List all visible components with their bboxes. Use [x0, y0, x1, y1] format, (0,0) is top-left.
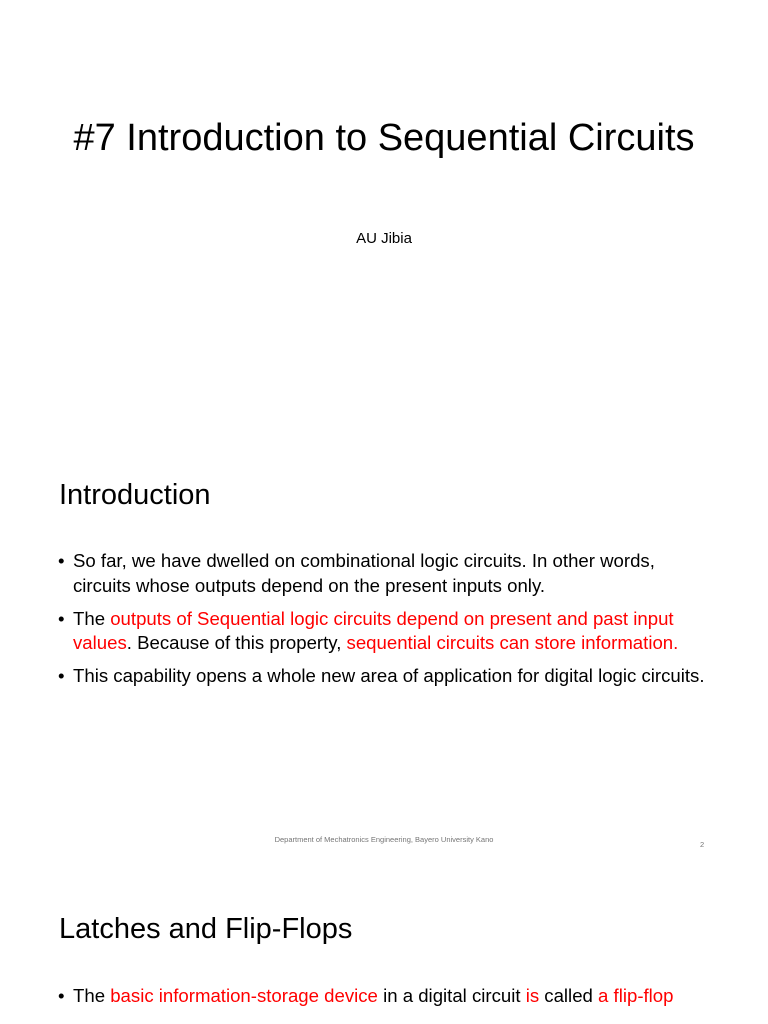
- highlighted-text: sequential circuits can store information.: [346, 632, 679, 653]
- bullet-icon: •: [58, 985, 65, 1006]
- highlighted-text: is: [525, 985, 540, 1006]
- bullet-text: The: [73, 607, 111, 629]
- slide-heading: Latches and Flip-Flops: [59, 913, 353, 945]
- bullet-item: [58, 984, 708, 1009]
- bullet-item: [58, 664, 708, 689]
- bullet-text: . Because of this property,: [126, 632, 347, 653]
- latches-slide: [0, 864, 768, 1024]
- introduction-slide: [0, 432, 768, 864]
- bullet-item: [58, 607, 708, 656]
- bullet-text: called: [539, 985, 599, 1006]
- bullet-icon: •: [58, 665, 65, 686]
- bullet-list: [58, 549, 708, 697]
- page-number: 2: [700, 840, 705, 849]
- bullet-list: [58, 984, 708, 1017]
- title-slide: [0, 0, 768, 432]
- bullet-text: This capability opens a whole new area of application for digital logic circuits.: [73, 665, 705, 686]
- bullet-text: in a digital circuit: [377, 985, 526, 1006]
- slide-heading: Introduction: [59, 479, 211, 511]
- bullet-item: [58, 549, 708, 598]
- bullet-text: The: [73, 985, 111, 1006]
- bullet-icon: •: [58, 550, 65, 571]
- highlighted-text: basic information-storage device: [110, 985, 378, 1006]
- slide-title: #7 Introduction to Sequential Circuits: [73, 117, 695, 159]
- highlighted-text: outputs of Sequential logic circuits depend on present and past input values: [73, 607, 674, 653]
- slide-footer: Department of Mechatronics Engineering, Bayero University Kano: [274, 835, 494, 844]
- bullet-icon: •: [58, 607, 65, 629]
- bullet-text: So far, we have dwelled on combinational logic circuits. In other words, circuits whose outputs depend on the present inputs only.: [73, 550, 655, 596]
- highlighted-text: a flip-flop: [598, 985, 674, 1006]
- slide-author: AU Jibia: [356, 230, 412, 247]
